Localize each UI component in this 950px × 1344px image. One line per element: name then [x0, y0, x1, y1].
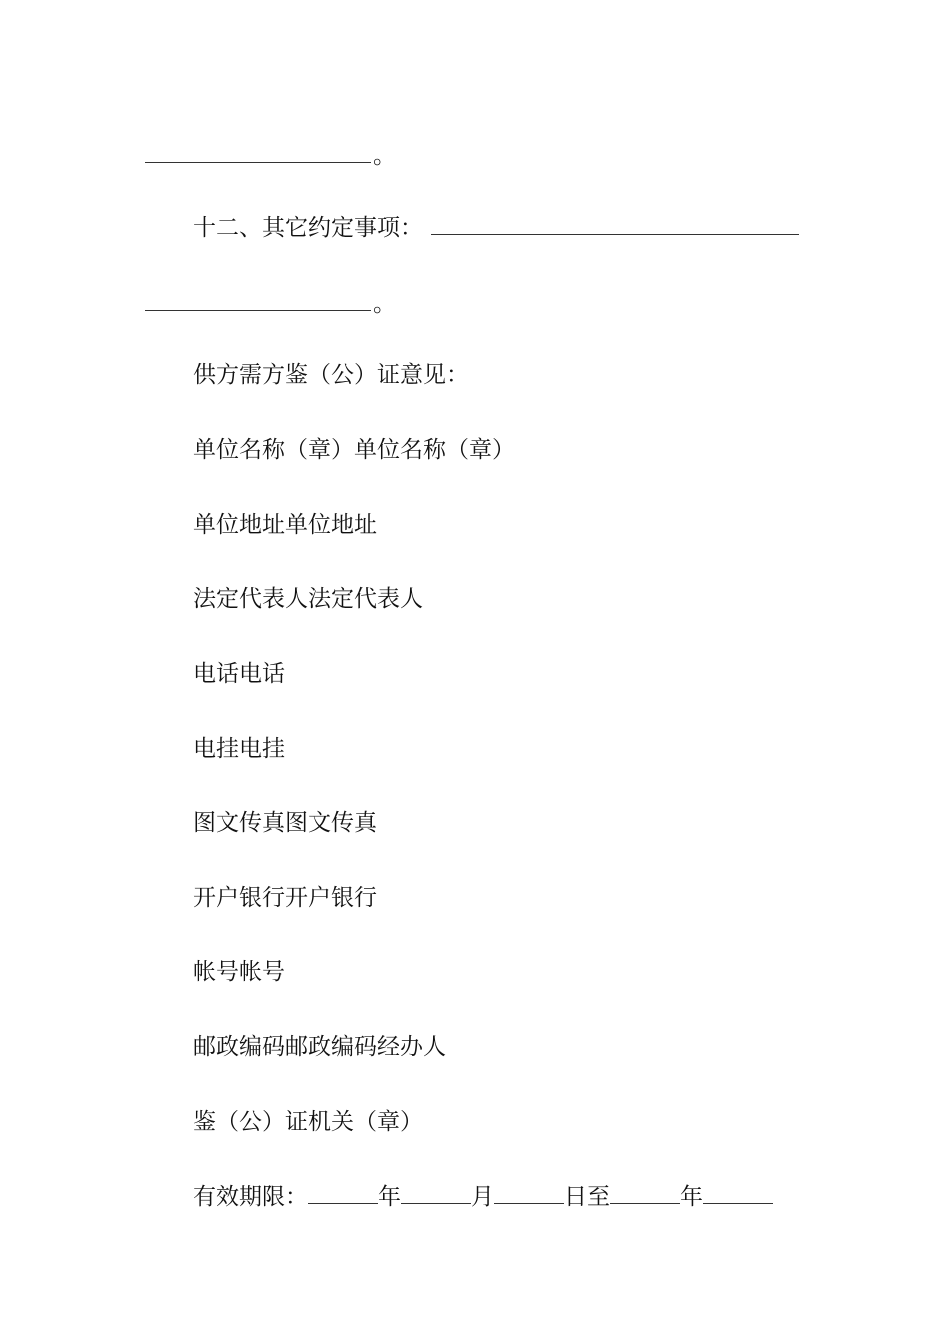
day-to-label: 日至	[564, 1184, 610, 1210]
continuation-line-2	[145, 288, 396, 319]
item-12-label: 十二、其它约定事项：	[193, 215, 423, 241]
row-unit-address: 单位地址单位地址	[193, 512, 377, 538]
validity-period-line	[193, 1181, 773, 1212]
year-label: 年	[378, 1184, 401, 1210]
blank-field	[145, 140, 371, 163]
blank-field	[431, 212, 799, 235]
item-12-line	[193, 212, 799, 243]
blank-field	[703, 1181, 773, 1204]
row-telegraph: 电挂电挂	[193, 736, 285, 762]
row-fax: 图文传真图文传真	[193, 810, 377, 836]
year-label: 年	[680, 1184, 703, 1210]
row-account: 帐号帐号	[193, 959, 285, 985]
blank-field	[494, 1181, 564, 1204]
validity-label: 有效期限：	[193, 1184, 308, 1210]
month-label: 月	[471, 1184, 494, 1210]
end-punctuation: 。	[373, 291, 396, 317]
blank-field	[401, 1181, 471, 1204]
row-postcode: 邮政编码邮政编码经办人	[193, 1034, 446, 1060]
continuation-line-1	[145, 140, 396, 171]
row-telephone: 电话电话	[193, 661, 285, 687]
blank-field	[308, 1181, 378, 1204]
blank-field	[610, 1181, 680, 1204]
end-punctuation: 。	[373, 143, 396, 169]
row-unit-name: 单位名称（章）单位名称（章）	[193, 437, 515, 463]
row-notary-authority: 鉴（公）证机关（章）	[193, 1109, 423, 1135]
row-bank: 开户银行开户银行	[193, 885, 377, 911]
opinion-heading: 供方需方鉴（公）证意见：	[193, 362, 469, 388]
blank-field	[145, 288, 371, 311]
row-legal-representative: 法定代表人法定代表人	[193, 586, 423, 612]
